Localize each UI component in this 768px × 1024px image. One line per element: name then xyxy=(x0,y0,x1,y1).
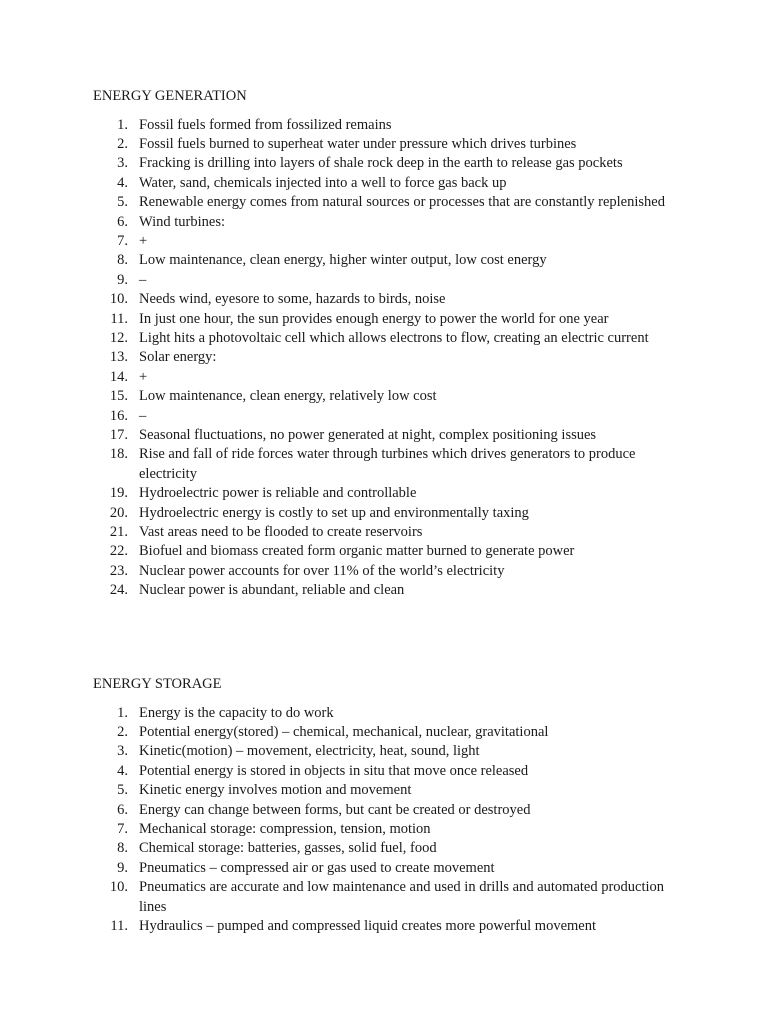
list-item-text: Biofuel and biomass created form organic matter burned to generate power xyxy=(139,543,575,560)
list-item xyxy=(93,562,693,581)
list-item-number: 4. xyxy=(117,174,128,191)
list-item-text: Energy can change between forms, but cant be created or destroyed xyxy=(139,801,531,818)
list-item-text: Seasonal fluctuations, no power generated at night, complex positioning issues xyxy=(139,427,597,443)
list-item-text: Potential energy is stored in objects in situ that move once released xyxy=(139,762,529,779)
list-item-text: Nuclear power accounts for over 11% of the world’s electricity xyxy=(139,562,505,579)
list-item-text: Mechanical storage: compression, tension, motion xyxy=(139,820,431,837)
list-item xyxy=(93,154,693,173)
list-item xyxy=(93,193,693,212)
section-heading: ENERGY STORAGE xyxy=(93,676,222,692)
list-item xyxy=(93,704,693,723)
list-item xyxy=(93,859,693,878)
list-item xyxy=(93,742,693,761)
list-item xyxy=(93,368,693,387)
list-item-number: 9. xyxy=(117,859,128,876)
list-item-text: Vast areas need to be flooded to create reservoirs xyxy=(139,524,423,541)
section-energy-storage xyxy=(93,675,693,936)
list-item-text: Kinetic energy involves motion and movement xyxy=(139,782,412,799)
list-item xyxy=(93,232,693,251)
list-item-number: 5. xyxy=(117,194,128,211)
list-item-text: In just one hour, the sun provides enough energy to power the world for one year xyxy=(139,310,609,327)
list-item xyxy=(93,581,693,600)
list-item-number: 17. xyxy=(109,427,128,443)
list-item xyxy=(93,213,693,232)
list-item-text: Energy is the capacity to do work xyxy=(139,704,334,721)
list-item-number: 14. xyxy=(109,368,128,385)
list-item-text: Pneumatics are accurate and low maintenance and used in drills and automated production lines xyxy=(139,879,665,915)
list-item xyxy=(93,801,693,820)
list-item xyxy=(93,445,693,484)
list-item-number: 4. xyxy=(117,762,128,779)
list-item-number: 15. xyxy=(109,388,128,405)
list-item-text: Hydraulics – pumped and compressed liquid creates more powerful movement xyxy=(139,917,597,934)
list-item xyxy=(93,251,693,270)
list-item-text: Needs wind, eyesore to some, hazards to birds, noise xyxy=(139,291,446,308)
list-item xyxy=(93,407,693,426)
list-item xyxy=(93,839,693,858)
list-item-number: 7. xyxy=(117,232,128,249)
list-item-number: 10. xyxy=(109,879,128,896)
list-item-text: Water, sand, chemicals injected into a well to force gas back up xyxy=(139,174,507,191)
list-item-text: Rise and fall of ride forces water through turbines which drives generators to produce electricity xyxy=(139,446,636,482)
list-item-number: 6. xyxy=(117,801,128,818)
list-item-number: 11. xyxy=(110,917,128,934)
list-item xyxy=(93,542,693,561)
list-item xyxy=(93,820,693,839)
list-item-number: 2. xyxy=(117,723,128,740)
list-item-text: – xyxy=(139,407,147,424)
numbered-list xyxy=(93,704,693,937)
list-item-text: Renewable energy comes from natural sources or processes that are constantly replenished xyxy=(139,194,665,211)
list-item-number: 12. xyxy=(109,329,128,346)
list-item xyxy=(93,917,693,936)
list-item xyxy=(93,348,693,367)
list-item xyxy=(93,116,693,135)
list-item-number: 3. xyxy=(117,155,128,172)
list-item-number: 24. xyxy=(109,582,128,599)
list-item-text: Wind turbines: xyxy=(139,213,226,230)
list-item xyxy=(93,723,693,742)
list-item xyxy=(93,290,693,309)
list-item-number: 19. xyxy=(109,485,128,502)
section-energy-generation xyxy=(93,87,693,601)
list-item-number: 10. xyxy=(109,291,128,308)
list-item-number: 20. xyxy=(109,504,128,521)
list-item-text: Fossil fuels formed from fossilized remains xyxy=(139,116,392,133)
list-item xyxy=(93,781,693,800)
section-heading: ENERGY GENERATION xyxy=(93,88,247,104)
list-item xyxy=(93,329,693,348)
list-item-text: Hydroelectric energy is costly to set up and environmentally taxing xyxy=(139,504,529,521)
list-item xyxy=(93,504,693,523)
list-item-text: – xyxy=(139,271,147,288)
list-item-number: 8. xyxy=(117,252,128,269)
list-item-number: 5. xyxy=(117,782,128,799)
list-item xyxy=(93,135,693,154)
list-item-text: Fossil fuels burned to superheat water under pressure which drives turbines xyxy=(139,135,577,152)
list-item-text: Hydroelectric power is reliable and controllable xyxy=(139,485,417,502)
list-item-number: 8. xyxy=(117,840,128,857)
list-item-number: 1. xyxy=(117,116,128,133)
list-item-text: Light hits a photovoltaic cell which allows electrons to flow, creating an electric current xyxy=(139,329,649,346)
list-item xyxy=(93,387,693,406)
list-item-number: 7. xyxy=(117,820,128,837)
list-item xyxy=(93,878,693,917)
list-item-text: Fracking is drilling into layers of shale rock deep in the earth to release gas pockets xyxy=(139,155,623,172)
list-item-number: 3. xyxy=(117,743,128,760)
list-item xyxy=(93,762,693,781)
list-item-number: 13. xyxy=(109,349,128,366)
list-item-number: 9. xyxy=(117,271,128,288)
list-item-text: Chemical storage: batteries, gasses, solid fuel, food xyxy=(139,840,437,857)
list-item-text: + xyxy=(139,232,148,249)
list-item-number: 11. xyxy=(110,310,128,327)
list-item-text: Kinetic(motion) – movement, electricity, heat, sound, light xyxy=(139,743,480,760)
list-item-text: Low maintenance, clean energy, higher winter output, low cost energy xyxy=(139,252,547,269)
list-item-number: 21. xyxy=(109,524,128,541)
list-item-number: 22. xyxy=(109,543,128,560)
list-item-text: Nuclear power is abundant, reliable and clean xyxy=(139,582,405,599)
list-item xyxy=(93,523,693,542)
list-item-text: Potential energy(stored) – chemical, mechanical, nuclear, gravitational xyxy=(139,723,549,740)
list-item-text: + xyxy=(139,368,148,385)
list-item-number: 1. xyxy=(117,704,128,721)
list-item xyxy=(93,174,693,193)
list-item-number: 18. xyxy=(109,446,128,463)
list-item-text: Pneumatics – compressed air or gas used to create movement xyxy=(139,859,495,876)
list-item-text: Low maintenance, clean energy, relatively low cost xyxy=(139,388,437,405)
list-item xyxy=(93,310,693,329)
list-item xyxy=(93,426,693,445)
list-item-number: 23. xyxy=(109,562,128,579)
list-item-number: 2. xyxy=(117,135,128,152)
list-item-number: 16. xyxy=(109,407,128,424)
list-item xyxy=(93,484,693,503)
list-item-text: Solar energy: xyxy=(139,349,217,366)
list-item xyxy=(93,271,693,290)
numbered-list xyxy=(93,116,693,601)
list-item-number: 6. xyxy=(117,213,128,230)
